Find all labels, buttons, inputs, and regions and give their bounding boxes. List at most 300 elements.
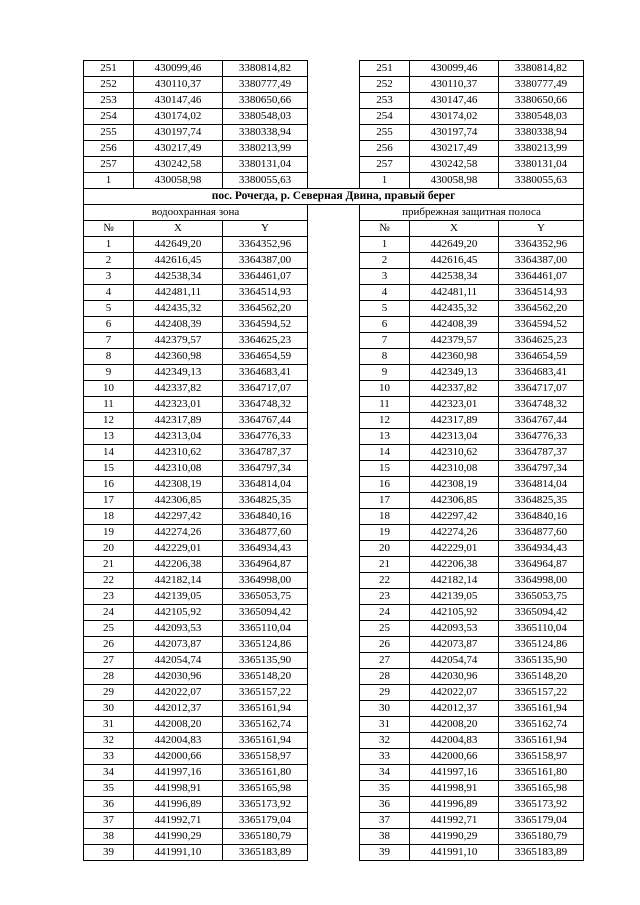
left-coord-x: 442616,45 <box>134 253 223 269</box>
left-coord-y: 3364625,23 <box>223 333 308 349</box>
right-coord-x: 442182,14 <box>410 573 499 589</box>
column-gap <box>308 125 360 141</box>
table-row <box>84 109 584 125</box>
right-coord-y: 3364461,07 <box>499 269 584 285</box>
left-coord-y: 3365179,04 <box>223 813 308 829</box>
column-gap <box>308 381 360 397</box>
section-title: пос. Рочегда, р. Северная Двина, правый берег <box>84 189 584 205</box>
column-gap <box>308 541 360 557</box>
column-gap <box>308 61 360 77</box>
table-row <box>84 93 584 109</box>
column-gap <box>308 589 360 605</box>
left-col-number-header: № <box>84 221 134 237</box>
right-point-number: 39 <box>360 845 410 861</box>
left-coord-y: 3365161,80 <box>223 765 308 781</box>
right-coord-x: 442310,08 <box>410 461 499 477</box>
right-coord-y: 3364998,00 <box>499 573 584 589</box>
column-gap <box>308 845 360 861</box>
right-coord-x: 442274,26 <box>410 525 499 541</box>
right-coord-x: 442317,89 <box>410 413 499 429</box>
left-coord-x: 442649,20 <box>134 237 223 253</box>
left-point-number: 29 <box>84 685 134 701</box>
water-protection-zone-heading: водоохранная зона <box>84 205 308 221</box>
left-point-number: 12 <box>84 413 134 429</box>
table-row <box>84 77 584 93</box>
table-row <box>84 477 584 493</box>
column-gap <box>308 429 360 445</box>
column-gap <box>308 621 360 637</box>
main-rows-body <box>84 237 584 861</box>
right-coord-y: 3365165,98 <box>499 781 584 797</box>
left-coord-x: 442360,98 <box>134 349 223 365</box>
right-coord-x: 442012,37 <box>410 701 499 717</box>
left-coord-y: 3364787,37 <box>223 445 308 461</box>
left-coord-y: 3380814,82 <box>223 61 308 77</box>
right-coord-x: 442435,32 <box>410 301 499 317</box>
left-coord-x: 430099,46 <box>134 61 223 77</box>
table-row <box>84 285 584 301</box>
table-row <box>84 237 584 253</box>
left-coord-x: 442435,32 <box>134 301 223 317</box>
left-coord-x: 442297,42 <box>134 509 223 525</box>
left-point-number: 253 <box>84 93 134 109</box>
column-gap <box>308 93 360 109</box>
column-gap <box>308 157 360 173</box>
table-row <box>84 605 584 621</box>
right-coord-y: 3364387,00 <box>499 253 584 269</box>
left-coord-y: 3364461,07 <box>223 269 308 285</box>
left-coord-y: 3365162,74 <box>223 717 308 733</box>
right-coord-y: 3365158,97 <box>499 749 584 765</box>
right-point-number: 8 <box>360 349 410 365</box>
right-coord-y: 3364625,23 <box>499 333 584 349</box>
left-coord-x: 442182,14 <box>134 573 223 589</box>
column-gap <box>308 397 360 413</box>
left-coord-y: 3365165,98 <box>223 781 308 797</box>
right-coord-x: 441998,91 <box>410 781 499 797</box>
left-coord-x: 442030,96 <box>134 669 223 685</box>
table-row <box>84 717 584 733</box>
left-coord-x: 442105,92 <box>134 605 223 621</box>
right-point-number: 14 <box>360 445 410 461</box>
table-row <box>84 173 584 189</box>
column-gap <box>308 829 360 845</box>
right-point-number: 27 <box>360 653 410 669</box>
left-point-number: 16 <box>84 477 134 493</box>
left-point-number: 32 <box>84 733 134 749</box>
right-coord-y: 3365162,74 <box>499 717 584 733</box>
right-coord-y: 3365179,04 <box>499 813 584 829</box>
right-coord-x: 430099,46 <box>410 61 499 77</box>
right-coord-x: 442022,07 <box>410 685 499 701</box>
left-coord-x: 441992,71 <box>134 813 223 829</box>
left-coord-y: 3364776,33 <box>223 429 308 445</box>
left-col-y-header: Y <box>223 221 308 237</box>
right-coord-y: 3364654,59 <box>499 349 584 365</box>
column-gap <box>308 669 360 685</box>
left-coord-y: 3380548,03 <box>223 109 308 125</box>
coordinates-document <box>83 60 583 861</box>
right-coord-y: 3380131,04 <box>499 157 584 173</box>
left-coord-y: 3365135,90 <box>223 653 308 669</box>
left-coord-y: 3380777,49 <box>223 77 308 93</box>
left-point-number: 7 <box>84 333 134 349</box>
table-row <box>84 333 584 349</box>
left-point-number: 34 <box>84 765 134 781</box>
right-coord-y: 3364787,37 <box>499 445 584 461</box>
coastal-protective-strip-heading: прибрежная защитная полоса <box>360 205 584 221</box>
column-gap <box>308 269 360 285</box>
left-point-number: 11 <box>84 397 134 413</box>
right-coord-y: 3380213,99 <box>499 141 584 157</box>
left-coord-y: 3364840,16 <box>223 509 308 525</box>
right-coord-y: 3364877,60 <box>499 525 584 541</box>
right-point-number: 5 <box>360 301 410 317</box>
right-point-number: 1 <box>360 173 410 189</box>
left-coord-x: 441990,29 <box>134 829 223 845</box>
left-point-number: 1 <box>84 173 134 189</box>
left-coord-x: 442000,66 <box>134 749 223 765</box>
left-coord-x: 441996,89 <box>134 797 223 813</box>
table-row <box>84 461 584 477</box>
right-point-number: 15 <box>360 461 410 477</box>
left-point-number: 36 <box>84 797 134 813</box>
right-point-number: 34 <box>360 765 410 781</box>
column-gap <box>308 701 360 717</box>
table-row <box>84 845 584 861</box>
right-col-number-header: № <box>360 221 410 237</box>
column-gap <box>308 765 360 781</box>
left-coord-y: 3364767,44 <box>223 413 308 429</box>
right-coord-x: 430197,74 <box>410 125 499 141</box>
table-row <box>84 589 584 605</box>
left-point-number: 33 <box>84 749 134 765</box>
left-coord-y: 3364594,52 <box>223 317 308 333</box>
right-coord-x: 442616,45 <box>410 253 499 269</box>
left-point-number: 10 <box>84 381 134 397</box>
right-point-number: 251 <box>360 61 410 77</box>
right-coord-x: 441992,71 <box>410 813 499 829</box>
right-coord-x: 430217,49 <box>410 141 499 157</box>
left-point-number: 24 <box>84 605 134 621</box>
column-gap <box>308 557 360 573</box>
left-point-number: 255 <box>84 125 134 141</box>
right-point-number: 252 <box>360 77 410 93</box>
right-coord-x: 442408,39 <box>410 317 499 333</box>
table-row <box>84 509 584 525</box>
right-coord-y: 3380548,03 <box>499 109 584 125</box>
right-point-number: 257 <box>360 157 410 173</box>
column-gap <box>308 413 360 429</box>
right-coord-y: 3365148,20 <box>499 669 584 685</box>
right-coord-x: 441997,16 <box>410 765 499 781</box>
left-point-number: 3 <box>84 269 134 285</box>
right-coord-x: 442310,62 <box>410 445 499 461</box>
table-row <box>84 269 584 285</box>
right-coord-x: 442093,53 <box>410 621 499 637</box>
column-gap <box>308 461 360 477</box>
left-point-number: 22 <box>84 573 134 589</box>
column-gap <box>308 221 360 237</box>
left-point-number: 39 <box>84 845 134 861</box>
right-point-number: 21 <box>360 557 410 573</box>
table-row <box>84 141 584 157</box>
column-gap <box>308 733 360 749</box>
column-gap <box>308 477 360 493</box>
left-point-number: 30 <box>84 701 134 717</box>
column-gap <box>308 781 360 797</box>
left-coord-x: 430197,74 <box>134 125 223 141</box>
right-coord-y: 3364797,34 <box>499 461 584 477</box>
right-coord-y: 3364964,87 <box>499 557 584 573</box>
column-gap <box>308 77 360 93</box>
left-coord-y: 3365094,42 <box>223 605 308 621</box>
right-coord-x: 430242,58 <box>410 157 499 173</box>
right-coord-x: 442004,83 <box>410 733 499 749</box>
left-coord-y: 3364877,60 <box>223 525 308 541</box>
left-coord-x: 442229,01 <box>134 541 223 557</box>
right-point-number: 29 <box>360 685 410 701</box>
right-coord-x: 442229,01 <box>410 541 499 557</box>
right-point-number: 17 <box>360 493 410 509</box>
column-gap <box>308 109 360 125</box>
column-gap <box>308 333 360 349</box>
top-rows-body <box>84 61 584 189</box>
column-gap <box>308 605 360 621</box>
table-row <box>84 749 584 765</box>
left-coord-x: 442274,26 <box>134 525 223 541</box>
left-point-number: 17 <box>84 493 134 509</box>
right-coord-y: 3364840,16 <box>499 509 584 525</box>
left-coord-y: 3365158,97 <box>223 749 308 765</box>
right-coord-y: 3364814,04 <box>499 477 584 493</box>
left-coord-y: 3364562,20 <box>223 301 308 317</box>
right-point-number: 16 <box>360 477 410 493</box>
table-row <box>84 829 584 845</box>
table-row <box>84 669 584 685</box>
table-row <box>84 381 584 397</box>
column-gap <box>308 141 360 157</box>
table-row <box>84 797 584 813</box>
right-coord-y: 3365161,80 <box>499 765 584 781</box>
right-coord-x: 430174,02 <box>410 109 499 125</box>
right-coord-y: 3380777,49 <box>499 77 584 93</box>
left-coord-y: 3365124,86 <box>223 637 308 653</box>
right-coord-y: 3364594,52 <box>499 317 584 333</box>
right-coord-y: 3365173,92 <box>499 797 584 813</box>
left-coord-y: 3380131,04 <box>223 157 308 173</box>
left-coord-x: 430147,46 <box>134 93 223 109</box>
right-point-number: 23 <box>360 589 410 605</box>
right-coord-x: 442297,42 <box>410 509 499 525</box>
right-coord-x: 441996,89 <box>410 797 499 813</box>
right-coord-x: 442030,96 <box>410 669 499 685</box>
right-coord-y: 3380338,94 <box>499 125 584 141</box>
column-gap <box>308 717 360 733</box>
left-coord-x: 442004,83 <box>134 733 223 749</box>
table-row <box>84 61 584 77</box>
right-coord-y: 3365161,94 <box>499 701 584 717</box>
right-coord-x: 442054,74 <box>410 653 499 669</box>
table-row <box>84 573 584 589</box>
right-coord-y: 3365161,94 <box>499 733 584 749</box>
right-coord-y: 3365053,75 <box>499 589 584 605</box>
left-coord-x: 442481,11 <box>134 285 223 301</box>
column-gap <box>308 573 360 589</box>
left-coord-x: 442093,53 <box>134 621 223 637</box>
right-coord-x: 442360,98 <box>410 349 499 365</box>
column-gap <box>308 653 360 669</box>
left-coord-x: 442317,89 <box>134 413 223 429</box>
left-point-number: 31 <box>84 717 134 733</box>
right-coord-x: 442105,92 <box>410 605 499 621</box>
right-coord-y: 3365157,22 <box>499 685 584 701</box>
left-coord-y: 3380650,66 <box>223 93 308 109</box>
left-coord-y: 3364748,32 <box>223 397 308 413</box>
table-row <box>84 445 584 461</box>
table-row <box>84 685 584 701</box>
table-row <box>84 429 584 445</box>
left-point-number: 19 <box>84 525 134 541</box>
right-point-number: 30 <box>360 701 410 717</box>
left-point-number: 21 <box>84 557 134 573</box>
column-gap <box>308 685 360 701</box>
column-gap <box>308 509 360 525</box>
right-coord-y: 3365183,89 <box>499 845 584 861</box>
right-point-number: 36 <box>360 797 410 813</box>
left-coord-y: 3364654,59 <box>223 349 308 365</box>
right-point-number: 18 <box>360 509 410 525</box>
table-row <box>84 653 584 669</box>
left-point-number: 254 <box>84 109 134 125</box>
left-point-number: 1 <box>84 237 134 253</box>
left-coord-y: 3364717,07 <box>223 381 308 397</box>
right-coord-x: 430110,37 <box>410 77 499 93</box>
table-row <box>84 781 584 797</box>
right-point-number: 10 <box>360 381 410 397</box>
left-coord-y: 3365183,89 <box>223 845 308 861</box>
left-point-number: 37 <box>84 813 134 829</box>
right-point-number: 11 <box>360 397 410 413</box>
left-coord-x: 442008,20 <box>134 717 223 733</box>
left-coord-x: 442054,74 <box>134 653 223 669</box>
left-coord-x: 442310,08 <box>134 461 223 477</box>
right-point-number: 24 <box>360 605 410 621</box>
coordinates-table <box>83 60 584 861</box>
left-coord-x: 441998,91 <box>134 781 223 797</box>
left-point-number: 257 <box>84 157 134 173</box>
table-row <box>84 349 584 365</box>
left-point-number: 20 <box>84 541 134 557</box>
right-coord-x: 441990,29 <box>410 829 499 845</box>
column-gap <box>308 317 360 333</box>
right-point-number: 25 <box>360 621 410 637</box>
right-coord-x: 442308,19 <box>410 477 499 493</box>
left-coord-x: 441991,10 <box>134 845 223 861</box>
left-coord-y: 3364934,43 <box>223 541 308 557</box>
left-point-number: 251 <box>84 61 134 77</box>
left-coord-x: 430174,02 <box>134 109 223 125</box>
right-coord-y: 3380650,66 <box>499 93 584 109</box>
left-coord-x: 430110,37 <box>134 77 223 93</box>
left-point-number: 8 <box>84 349 134 365</box>
column-gap <box>308 365 360 381</box>
right-coord-x: 442349,13 <box>410 365 499 381</box>
table-row <box>84 365 584 381</box>
left-point-number: 23 <box>84 589 134 605</box>
left-point-number: 5 <box>84 301 134 317</box>
right-coord-y: 3365124,86 <box>499 637 584 653</box>
right-coord-y: 3364717,07 <box>499 381 584 397</box>
left-coord-x: 442308,19 <box>134 477 223 493</box>
right-point-number: 33 <box>360 749 410 765</box>
right-col-x-header: X <box>410 221 499 237</box>
right-coord-y: 3364514,93 <box>499 285 584 301</box>
left-coord-x: 442306,85 <box>134 493 223 509</box>
right-point-number: 12 <box>360 413 410 429</box>
table-row <box>84 493 584 509</box>
left-coord-x: 442206,38 <box>134 557 223 573</box>
right-coord-x: 442538,34 <box>410 269 499 285</box>
left-coord-y: 3365161,94 <box>223 701 308 717</box>
left-coord-y: 3365148,20 <box>223 669 308 685</box>
right-point-number: 3 <box>360 269 410 285</box>
right-coord-x: 442379,57 <box>410 333 499 349</box>
table-row <box>84 317 584 333</box>
left-point-number: 18 <box>84 509 134 525</box>
right-point-number: 13 <box>360 429 410 445</box>
right-coord-y: 3364748,32 <box>499 397 584 413</box>
right-coord-x: 442649,20 <box>410 237 499 253</box>
left-coord-x: 442538,34 <box>134 269 223 285</box>
section-header <box>84 189 584 237</box>
right-point-number: 37 <box>360 813 410 829</box>
column-gap <box>308 285 360 301</box>
column-gap <box>308 797 360 813</box>
right-coord-x: 430058,98 <box>410 173 499 189</box>
left-coord-x: 442379,57 <box>134 333 223 349</box>
left-point-number: 14 <box>84 445 134 461</box>
column-gap <box>308 173 360 189</box>
right-coord-y: 3364562,20 <box>499 301 584 317</box>
right-coord-x: 442000,66 <box>410 749 499 765</box>
left-coord-y: 3364352,96 <box>223 237 308 253</box>
left-coord-x: 430058,98 <box>134 173 223 189</box>
table-row <box>84 557 584 573</box>
left-point-number: 6 <box>84 317 134 333</box>
column-gap <box>308 205 360 221</box>
table-row <box>84 621 584 637</box>
left-coord-y: 3364825,35 <box>223 493 308 509</box>
table-row <box>84 253 584 269</box>
left-coord-x: 442313,04 <box>134 429 223 445</box>
left-coord-y: 3365180,79 <box>223 829 308 845</box>
right-coord-x: 430147,46 <box>410 93 499 109</box>
right-point-number: 4 <box>360 285 410 301</box>
left-coord-x: 442022,07 <box>134 685 223 701</box>
right-point-number: 1 <box>360 237 410 253</box>
right-coord-y: 3380055,63 <box>499 173 584 189</box>
left-coord-y: 3380055,63 <box>223 173 308 189</box>
left-coord-y: 3365161,94 <box>223 733 308 749</box>
right-point-number: 9 <box>360 365 410 381</box>
table-row <box>84 541 584 557</box>
column-gap <box>308 813 360 829</box>
right-point-number: 256 <box>360 141 410 157</box>
left-coord-y: 3364814,04 <box>223 477 308 493</box>
left-coord-y: 3365053,75 <box>223 589 308 605</box>
left-coord-y: 3380213,99 <box>223 141 308 157</box>
